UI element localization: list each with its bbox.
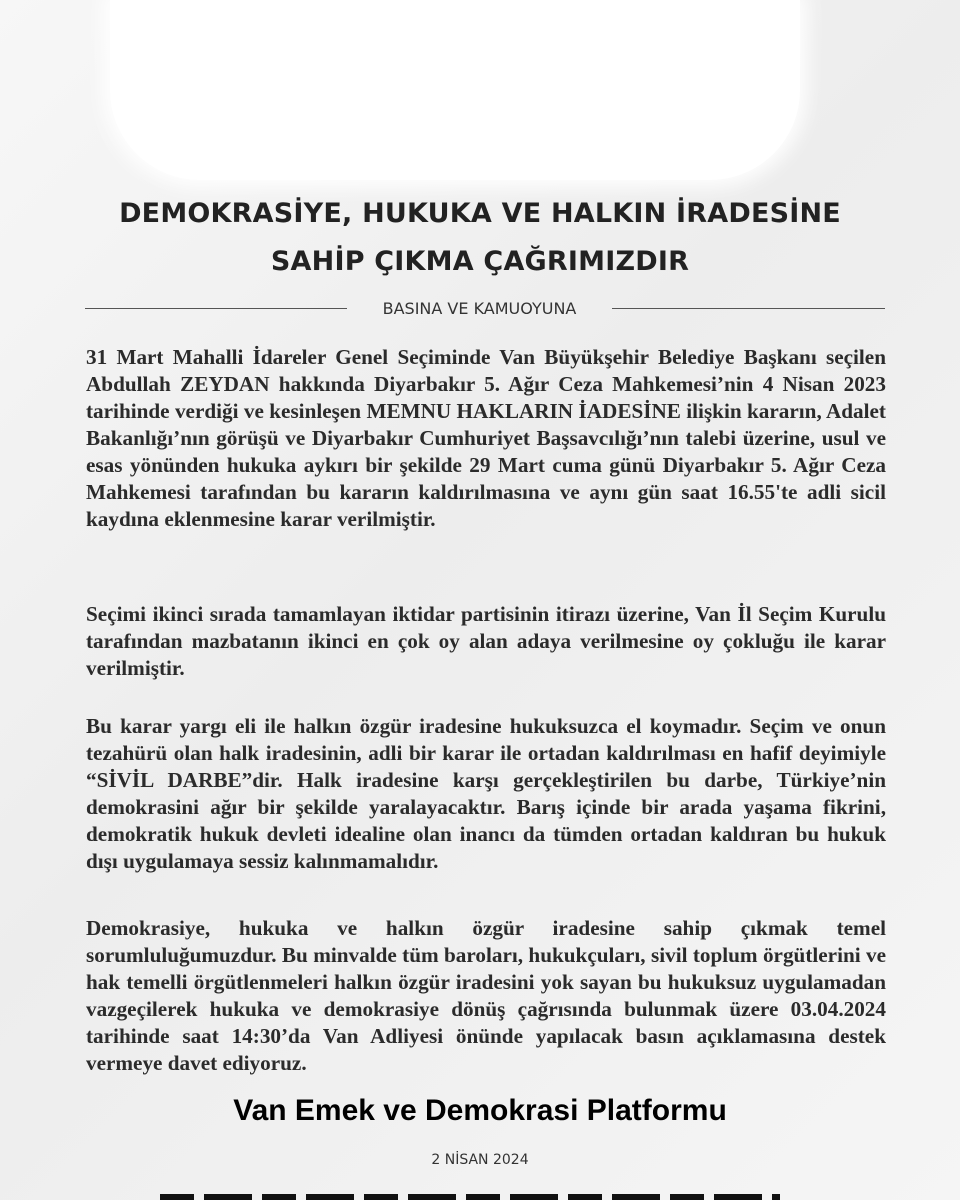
document-date: 2 NİSAN 2024 [431, 1152, 529, 1168]
document-title-line-1: DEMOKRASİYE, HUKUKA VE HALKIN İRADESİNE [119, 198, 841, 229]
paragraph-3: Bu karar yargı eli ile halkın özgür iradesine hukuksuzca el koymadır. Seçim ve onun tezahürü olan halk iradesinin, adli bir karar ile ortadan kaldırılması en hafif deyimiyle “SİVİL DARBE”dir. Halk iradesine karşı gerçekleştirilen bu darbe, Türkiye’nin demokrasini ağır bir şekilde yaralayacaktır. Barış içinde bir arada yaşama fikrini, demokratik hukuk devleti idealine olan inancı da tümden ortadan kaldıran bu hukuk dışı uygulamaya sessiz kalınmamalıdır. [86, 714, 886, 873]
document-subtitle: BASINA VE KAMUOYUNA [382, 299, 577, 318]
cropped-text-fragment [160, 1186, 780, 1200]
paragraph-1: 31 Mart Mahalli İdareler Genel Seçiminde Van Büyükşehir Belediye Başkanı seçilen Abdullah ZEYDAN hakkında Diyarbakır 5. Ağır Ceza Mahkemesi’nin 4 Nisan 2023 tarihinde verdiği ve kesinleşen MEMNU HAKLARIN İADESİNE ilişkin kararın, Adalet Bakanlığı’nın görüşü ve Diyarbakır Cumhuriyet Başsavcılığı’nın talebi üzerine, usul ve esas yönünden hukuka aykırı bir şekilde 29 Mart cuma günü Diyarbakır 5. Ağır Ceza Mahkemesi tarafından bu kararın kaldırılmasına ve aynı gün saat 16.55'te adli sicil kaydına eklenmesine karar verilmiştir. [86, 345, 886, 531]
divider-right [612, 308, 885, 309]
redacted-logo-area [110, 0, 800, 180]
paragraph-2: Seçimi ikinci sırada tamamlayan iktidar partisinin itirazı üzerine, Van İl Seçim Kurulu tarafından mazbatanın ikinci en çok oy alan adaya verilmesine oy çokluğu ile karar verilmiştir. [86, 602, 886, 680]
divider-left [85, 308, 347, 309]
paragraph-4: Demokrasiye, hukuka ve halkın özgür iradesine sahip çıkmak temel sorumluluğumuzdur. Bu minvalde tüm baroları, hukukçuları, sivil toplum örgütlerini ve hak temelli örgütlenmeleri halkın özgür iradesini yok sayan bu hukuksuz uygulamadan vazgeçilerek hukuka ve demokrasiye dönüş çağrısında bulunmak üzere 03.04.2024 tarihinde saat 14:30’da Van Adliyesi önünde yapılacak basın açıklamasına destek vermeye davet ediyoruz. [86, 916, 886, 1075]
document-title-line-2: SAHİP ÇIKMA ÇAĞRIMIZDIR [270, 246, 690, 277]
signature-organization: Van Emek ve Demokrasi Platformu [233, 1094, 727, 1127]
